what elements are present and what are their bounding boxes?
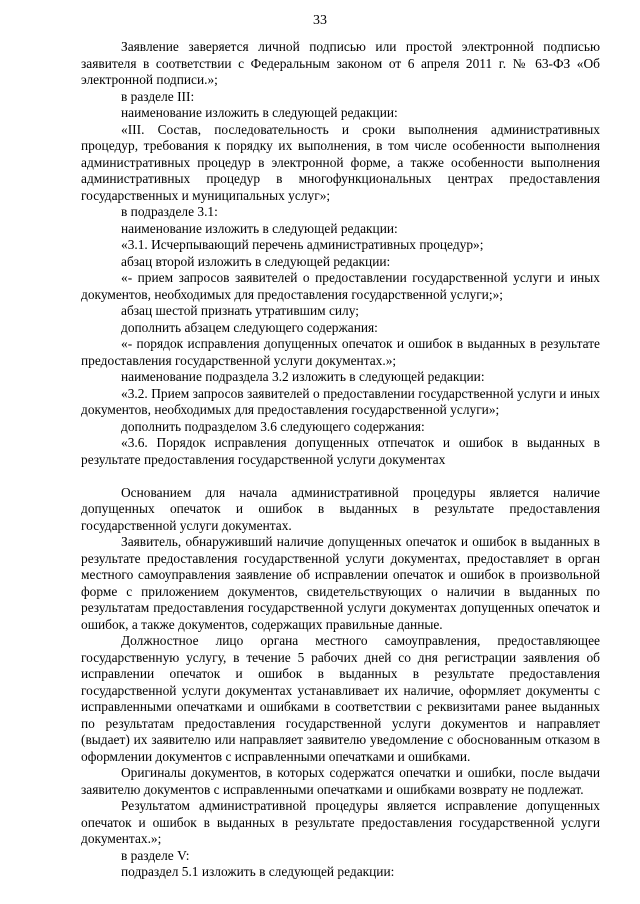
paragraph-3-2-title: «3.2. Прием запросов заявителей о предоставлении государственной услуги и иных документов, необходимых для предоставления государственной услуги»; [81, 385, 600, 417]
paragraph-add-indent: дополнить абзацем следующего содержания: [121, 319, 378, 335]
paragraph-result: Результатом административной процедуры является исправление допущенных опечаток и ошибок в выданных в результате предоставления государственной услуги документах.»; [81, 798, 600, 846]
paragraph-section-v: в разделе V: [121, 847, 190, 863]
paragraph-3-1-title: «3.1. Исчерпывающий перечень административных процедур»; [121, 237, 484, 252]
paragraph-signature: Заявление заверяется личной подписью или простой электронной подписью заявителя в соответствии с Федеральным законом от 6 апреля 2011 г. № 63-ФЗ «Об электронной подписи.»; [81, 39, 600, 87]
paragraph-subsection-3-2: наименование подраздела 3.2 изложить в следующей редакции: [121, 369, 485, 384]
paragraph-section-iii: в разделе III: [121, 88, 195, 104]
paragraph-add-subsection-3-6: дополнить подразделом 3.6 следующего содержания: [121, 418, 425, 434]
paragraph-request-reception: «- прием запросов заявителей о предоставлении государственной услуги и иных документов, необходимых для предоставления государственной услуги;»; [81, 270, 600, 302]
paragraph-title-instruction: наименование изложить в следующей редакции: [121, 220, 398, 236]
paragraph-originals: Оригиналы документов, в которых содержатся опечатки и ошибки, после выдачи заявителю документов с исправленными опечатками и ошибками возврату не подлежат. [81, 765, 600, 797]
paragraph-section-iii-title: «III. Состав, последовательность и сроки выполнения административных процедур, требования к порядку их выполнения, в том числе особенности выполнения административных процедур в электронной форме, а также особенности выполнения административных процедур в многофункциональных центрах предоставления государственных и муниципальных услуг»; [81, 121, 600, 203]
paragraph-3-6-title: «3.6. Порядок исправления допущенных отпечаток и ошибок в выданных в результате предоставления государственной услуги документах [81, 435, 600, 467]
paragraph-title-instruction: наименование изложить в следующей редакции: [121, 105, 398, 120]
paragraph-second-indent: абзац второй изложить в следующей редакции: [121, 253, 391, 269]
paragraph-subsection-5-1: подраздел 5.1 изложить в следующей редакции: [121, 864, 395, 879]
paragraph-subsection-3-1: в подразделе 3.1: [121, 204, 218, 219]
paragraph-correction-procedure: «- порядок исправления допущенных опечаток и ошибок в выданных в результате предоставления государственной услуги документах.»; [81, 336, 600, 368]
document-body [81, 39, 600, 881]
paragraph-procedure-basis: Основанием для начала административной процедуры является наличие допущенных опечаток и ошибок в выданных в результате предоставления государственной услуги документах. [81, 484, 600, 533]
page-number: 33 [313, 13, 327, 28]
paragraph-sixth-indent: абзац шестой признать утратившим силу; [121, 303, 359, 318]
paragraph-applicant: Заявитель, обнаруживший наличие допущенных опечаток и ошибок в выданных в результате предоставления государственной услуги документах, предоставляет в орган местного самоуправления заявление об исправлении опечаток и ошибок в произвольной форме с приложением документов, свидетельствующих о наличии в выданных по результатам предоставления государственной услуги документах допущенных опечаток и ошибок, а также документов, содержащих правильные данные. [81, 534, 600, 632]
paragraph-official: Должностное лицо органа местного самоуправления, предоставляющее государственную услугу, в течение 5 рабочих дней со дня регистрации заявления об исправлении опечаток и ошибок в выданных в результате предоставления государственной услуги документах устанавливает их наличие, оформляет документы с исправленными опечатками и ошибками в соответствии с реквизитами ранее выданных по результатам предоставления государственной услуги документов и направляет (выдает) их заявителю или направляет заявителю уведомление с обоснованным отказом в оформлении документов с исправленными опечатками и ошибками. [81, 633, 600, 764]
